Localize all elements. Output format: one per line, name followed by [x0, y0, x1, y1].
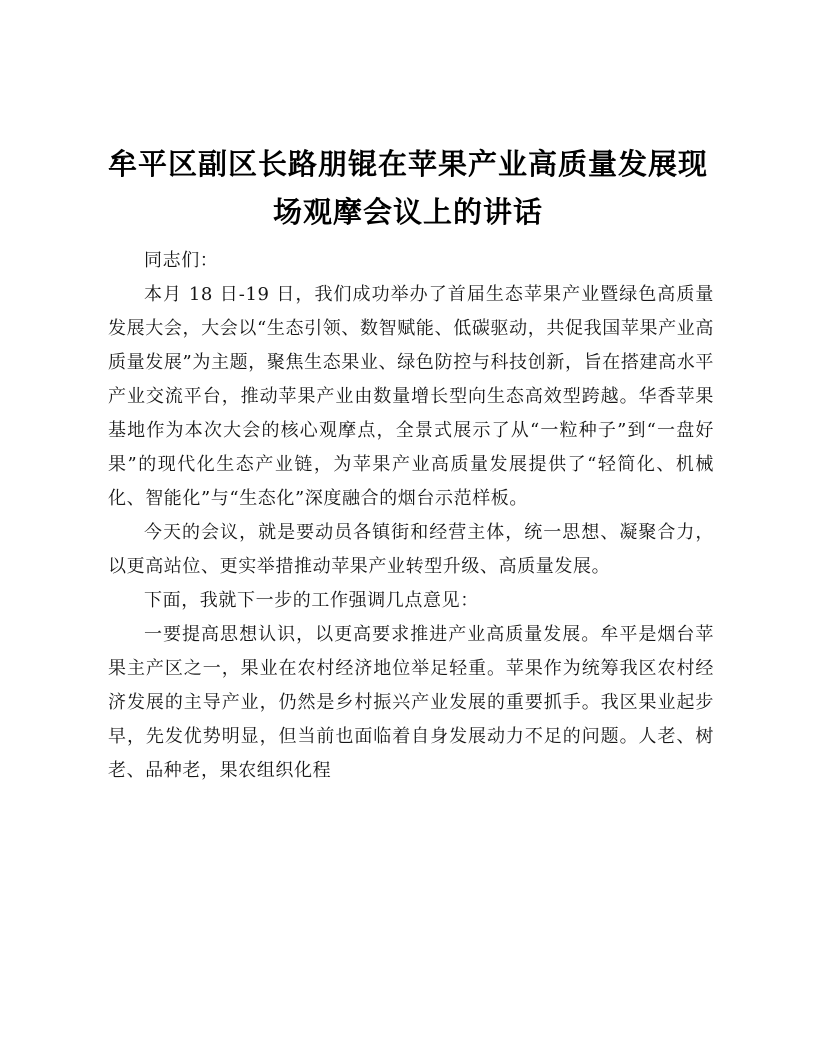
document-body: [108, 244, 714, 788]
document-title: 牟平区副区长路朋锟在苹果产业高质量发展现场观摩会议上的讲话: [107, 147, 708, 229]
paragraph: 本月 18 日-19 日，我们成功举办了首届生态苹果产业暨绿色高质量发展大会，大会以“生态引领、数智赋能、低碳驱动，共促我国苹果产业高质量发展”为主题，聚焦生态果业、绿色防控与科技创新，旨在搭建高水平产业交流平台，推动苹果产业由数量增长型向生态高效型跨越。华香苹果基地作为本次大会的核心观摩点，全景式展示了从“一粒种子”到“一盘好果”的现代化生态产业链，为苹果产业高质量发展提供了“轻简化、机械化、智能化”与“生态化”深度融合的烟台示范样板。: [108, 284, 714, 509]
paragraph: 一要提高思想认识，以更高要求推进产业高质量发展。牟平是烟台苹果主产区之一，果业在农村经济地位举足轻重。苹果作为统筹我区农村经济发展的主导产业，仍然是乡村振兴产业发展的重要抓手。我区果业起步早，先发优势明显，但当前也面临着自身发展动力不足的问题。人老、树老、品种老，果农组织化程: [108, 624, 714, 781]
paragraph: 下面，我就下一步的工作强调几点意见：: [144, 590, 479, 611]
paragraph: 今天的会议，就是要动员各镇街和经营主体，统一思想、凝聚合力，以更高站位、更实举措推动苹果产业转型升级、高质量发展。: [108, 522, 714, 577]
salutation: 同志们：: [144, 250, 219, 271]
